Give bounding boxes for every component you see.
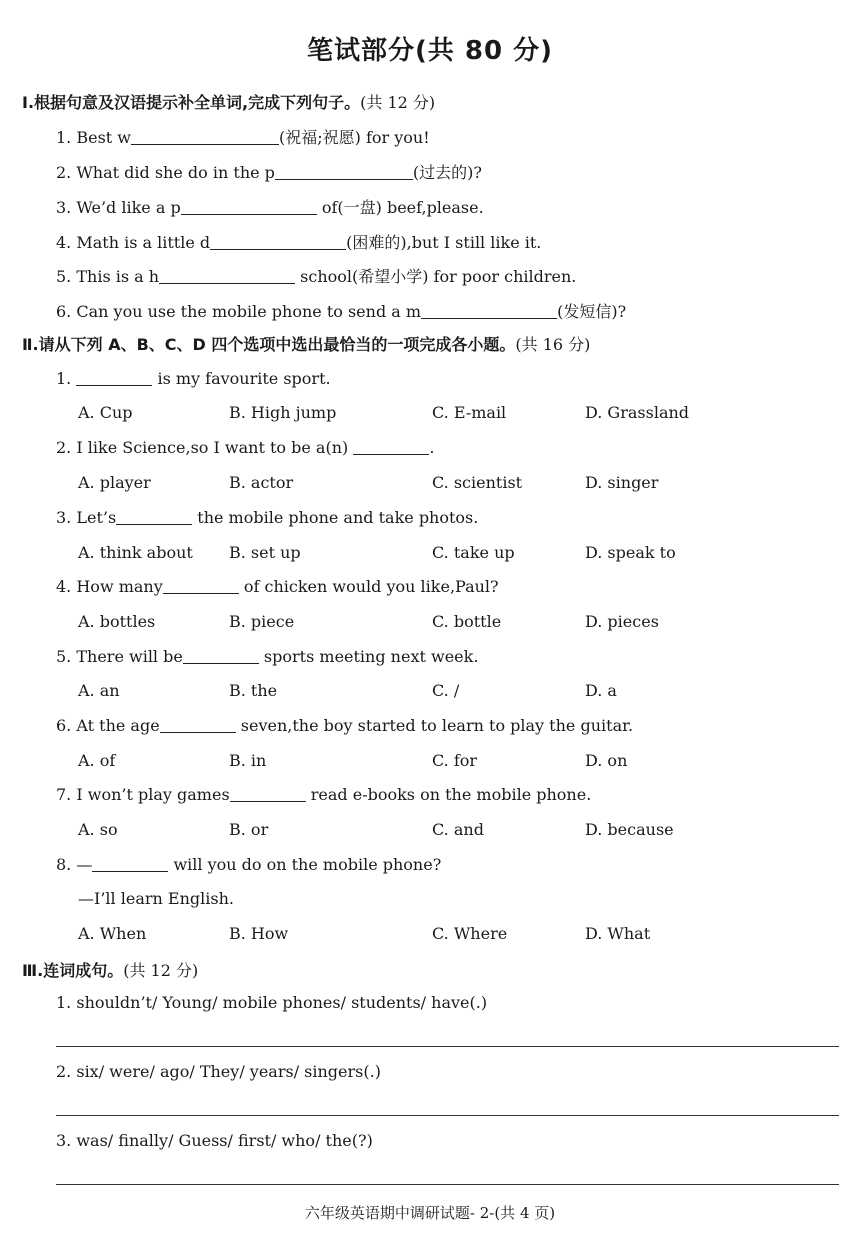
s3-question-3: 3. was/ finally/ Guess/ first/ who/ the(?) bbox=[56, 1131, 373, 1150]
option-a[interactable]: A. of bbox=[78, 751, 116, 770]
answer-blank[interactable] bbox=[159, 267, 295, 284]
option-d[interactable]: D. because bbox=[585, 820, 674, 839]
option-d[interactable]: D. speak to bbox=[585, 543, 676, 562]
option-d[interactable]: D. on bbox=[585, 751, 628, 770]
option-b[interactable]: B. set up bbox=[229, 543, 301, 562]
option-a[interactable]: A. so bbox=[78, 820, 118, 839]
s1-question-6: 6. Can you use the mobile phone to send a m (发短信)? bbox=[56, 302, 627, 321]
option-a[interactable]: A. player bbox=[78, 473, 151, 492]
s2-question-5: 5. There will be sports meeting next week. bbox=[56, 647, 479, 666]
s2-question-2: 2. I like Science,so I want to be a(n) . bbox=[56, 438, 435, 457]
option-c[interactable]: C. scientist bbox=[432, 473, 523, 492]
section-1-points: (共 12 分) bbox=[360, 93, 436, 112]
page-footer: 六年级英语期中调研试题- 2-(共 4 页) bbox=[304, 1204, 556, 1222]
option-b[interactable]: B. piece bbox=[229, 612, 295, 631]
option-a[interactable]: A. Cup bbox=[78, 403, 133, 422]
answer-blank[interactable] bbox=[183, 647, 259, 664]
answer-line[interactable] bbox=[56, 1115, 839, 1116]
option-b[interactable]: B. or bbox=[229, 820, 269, 839]
dialogue-reply: —I’ll learn English. bbox=[78, 889, 234, 908]
option-a[interactable]: A. think about bbox=[78, 543, 193, 562]
s2-question-8: 8. — will you do on the mobile phone? bbox=[56, 855, 442, 874]
s1-question-3: 3. We’d like a p of(一盘) beef,please. bbox=[56, 198, 484, 217]
s3-question-1: 1. shouldn’t/ Young/ mobile phones/ students/ have(.) bbox=[56, 993, 488, 1012]
answer-blank[interactable] bbox=[421, 302, 557, 319]
option-a[interactable]: A. bottles bbox=[78, 612, 156, 631]
answer-blank[interactable] bbox=[76, 369, 152, 386]
s3-question-2: 2. six/ were/ ago/ They/ years/ singers(.) bbox=[56, 1062, 381, 1081]
answer-line[interactable] bbox=[56, 1184, 839, 1185]
option-b[interactable]: B. actor bbox=[229, 473, 294, 492]
section-2-points: (共 16 分) bbox=[515, 335, 591, 354]
option-d[interactable]: D. a bbox=[585, 681, 617, 700]
answer-line[interactable] bbox=[56, 1046, 839, 1047]
answer-blank[interactable] bbox=[160, 716, 236, 733]
s1-question-2: 2. What did she do in the p (过去的)? bbox=[56, 163, 482, 182]
option-c[interactable]: C. bottle bbox=[432, 612, 502, 631]
answer-blank[interactable] bbox=[181, 198, 317, 215]
option-c[interactable]: C. E-mail bbox=[432, 403, 507, 422]
option-b[interactable]: B. in bbox=[229, 751, 267, 770]
answer-blank[interactable] bbox=[131, 128, 279, 145]
answer-blank[interactable] bbox=[275, 163, 413, 180]
s1-question-5: 5. This is a h school(希望小学) for poor children. bbox=[56, 267, 577, 286]
option-c[interactable]: C. take up bbox=[432, 543, 515, 562]
option-a[interactable]: A. When bbox=[78, 924, 147, 943]
option-d[interactable]: D. singer bbox=[585, 473, 659, 492]
option-d[interactable]: D. What bbox=[585, 924, 651, 943]
option-c[interactable]: C. Where bbox=[432, 924, 508, 943]
answer-blank[interactable] bbox=[210, 233, 346, 250]
s2-question-1: 1. is my favourite sport. bbox=[56, 369, 331, 388]
answer-blank[interactable] bbox=[92, 855, 168, 872]
section-2-heading: Ⅱ.请从下列 A、B、C、D 四个选项中选出最恰当的一项完成各小题。(共 16 分) bbox=[22, 335, 591, 354]
s2-question-3: 3. Let’s the mobile phone and take photos. bbox=[56, 508, 479, 527]
section-3-points: (共 12 分) bbox=[123, 961, 199, 980]
option-b[interactable]: B. the bbox=[229, 681, 278, 700]
section-3-heading: Ⅲ.连词成句。(共 12 分) bbox=[22, 961, 199, 980]
option-c[interactable]: C. for bbox=[432, 751, 478, 770]
option-d[interactable]: D. pieces bbox=[585, 612, 659, 631]
option-a[interactable]: A. an bbox=[78, 681, 120, 700]
option-c[interactable]: C. / bbox=[432, 681, 460, 700]
s2-question-4: 4. How many of chicken would you like,Paul? bbox=[56, 577, 499, 596]
option-b[interactable]: B. High jump bbox=[229, 403, 337, 422]
option-b[interactable]: B. How bbox=[229, 924, 289, 943]
answer-blank[interactable] bbox=[116, 508, 192, 525]
s2-question-7: 7. I won’t play games read e-books on the mobile phone. bbox=[56, 785, 592, 804]
option-d[interactable]: D. Grassland bbox=[585, 403, 690, 422]
page-title: 笔试部分(共 80 分) bbox=[306, 36, 554, 66]
section-1-heading: Ⅰ.根据句意及汉语提示补全单词,完成下列句子。(共 12 分) bbox=[22, 93, 436, 112]
s1-question-4: 4. Math is a little d (困难的),but I still like it. bbox=[56, 233, 542, 252]
answer-blank[interactable] bbox=[353, 438, 429, 455]
s2-question-6: 6. At the age seven,the boy started to learn to play the guitar. bbox=[56, 716, 634, 735]
s1-question-1: 1. Best w (祝福;祝愿) for you! bbox=[56, 128, 430, 147]
option-c[interactable]: C. and bbox=[432, 820, 484, 839]
answer-blank[interactable] bbox=[163, 577, 239, 594]
answer-blank[interactable] bbox=[230, 785, 306, 802]
